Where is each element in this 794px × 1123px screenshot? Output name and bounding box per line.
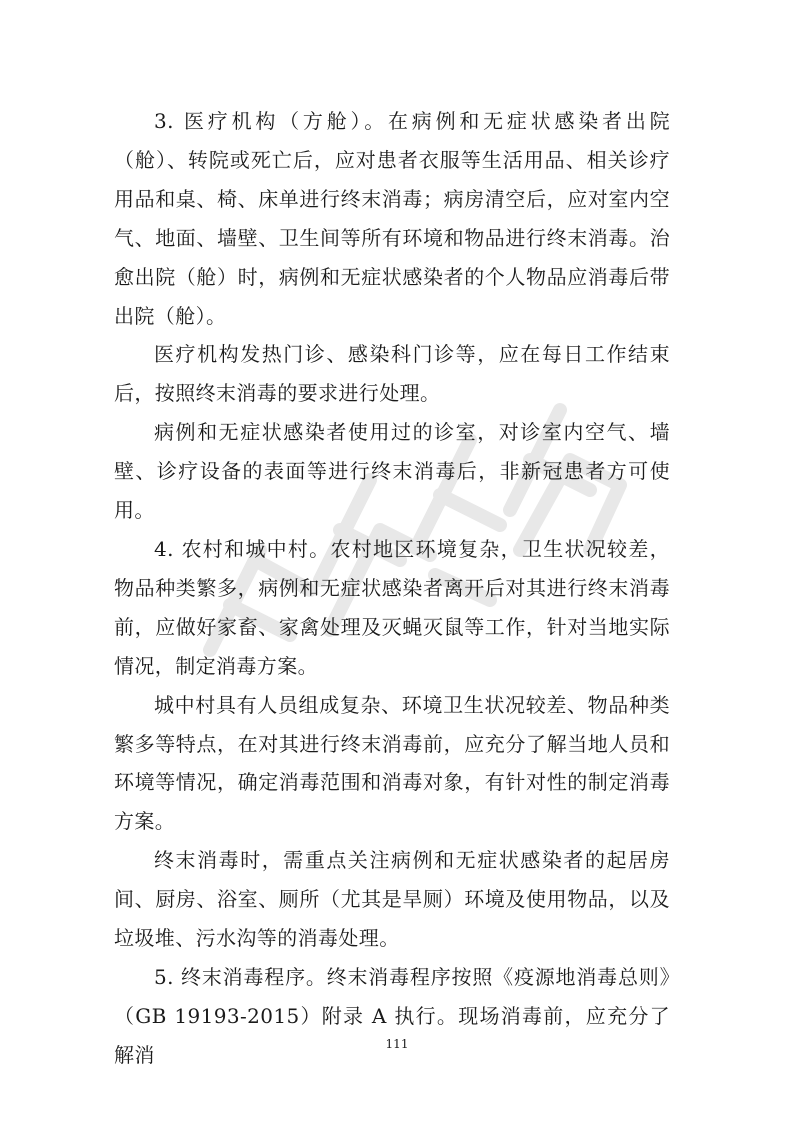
paragraph-7: 5. 终末消毒程序。终末消毒程序按照《疫源地消毒总则》（GB 19193-2015）附录 A 执行。现场消毒前，应充分了解消 (114, 964, 670, 1067)
paragraph-3: 病例和无症状感染者使用过的诊室，对诊室内空气、墙壁、诊疗设备的表面等进行终末消毒后，非新冠患者方可使用。 (114, 420, 670, 523)
paragraph-5: 城中村具有人员组成复杂、环境卫生状况较差、物品种类繁多等特点，在对其进行终末消毒前，应充分了解当地人员和环境等情况，确定消毒范围和消毒对象，有针对性的制定消毒方案。 (114, 692, 670, 834)
page-number: 111 (385, 1037, 409, 1051)
paragraph-4: 4. 农村和城中村。农村地区环境复杂，卫生状况较差，物品种类繁多，病例和无症状感染者离开后对其进行终末消毒前，应做好家畜、家禽处理及灭蝇灭鼠等工作，针对当地实际情况，制定消毒方案。 (114, 536, 670, 678)
paragraph-2: 医疗机构发热门诊、感染科门诊等，应在每日工作结束后，按照终末消毒的要求进行处理。 (114, 342, 670, 406)
paragraph-6: 终末消毒时，需重点关注病例和无症状感染者的起居房间、厨房、浴室、厕所（尤其是旱厕）环境及使用物品，以及垃圾堆、污水沟等的消毒处理。 (114, 848, 670, 951)
document-body (114, 102, 670, 1075)
paragraph-1: 3. 医疗机构（方舱）。在病例和无症状感染者出院（舱）、转院或死亡后，应对患者衣服等生活用品、相关诊疗用品和桌、椅、床单进行终末消毒；病房清空后，应对室内空气、地面、墙壁、卫生间等所有环境和物品进行终末消毒。治愈出院（舱）时，病例和无症状感染者的个人物品应消毒后带出院（舱）。 (114, 109, 670, 328)
